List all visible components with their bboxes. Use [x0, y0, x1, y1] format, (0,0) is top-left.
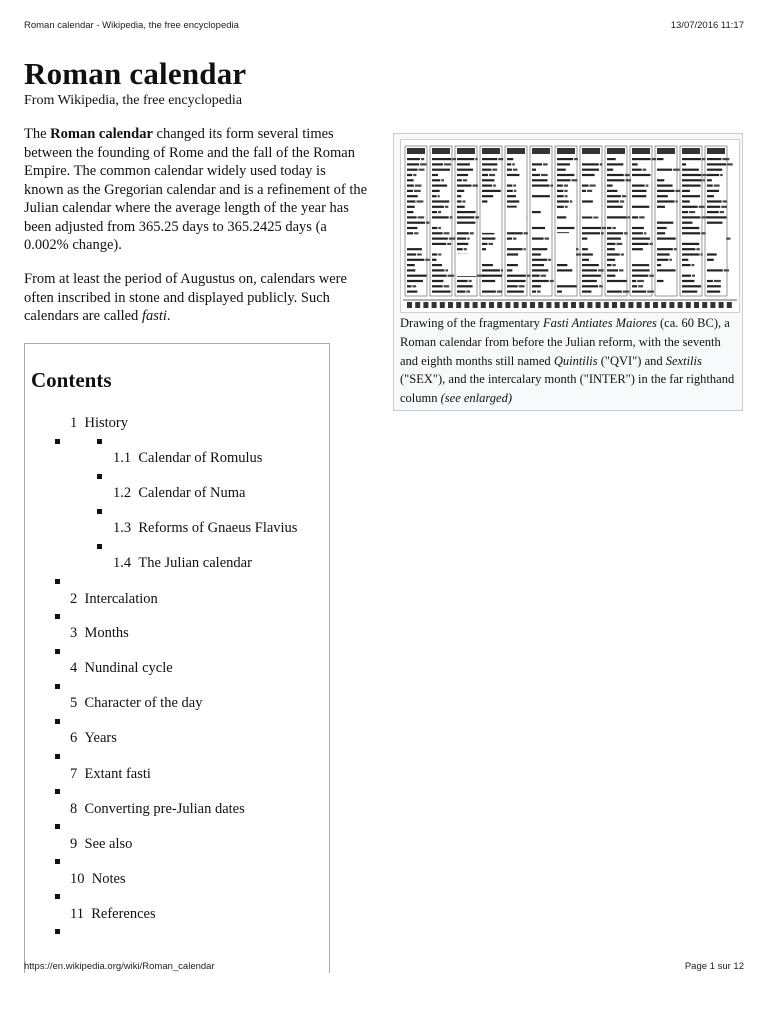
toc-label: Extant fasti: [77, 766, 151, 782]
toc-number: 10: [70, 871, 85, 887]
caption-text-1: Drawing of the fragmentary: [400, 316, 543, 330]
toc-item-6[interactable]: [70, 729, 117, 747]
toc-item-4[interactable]: [70, 659, 173, 677]
intro-rest: changed its form several times between the founding of Rome and the fall of the Roman Empire. The common calendar widely used today is known as the Gregorian calendar and is a refinement of the Julian calendar where the average length of the year has been adjusted from 365.25 days to 365.2425 days (a 0.002% change).: [24, 126, 368, 253]
toc-title: Contents: [31, 368, 112, 392]
toc-number: 7: [70, 766, 78, 782]
list-bullet-icon: [55, 894, 60, 899]
list-bullet-icon: [97, 509, 102, 514]
figure-caption: [400, 314, 738, 408]
toc-item-1-3[interactable]: [113, 519, 297, 537]
toc-number: 1.2: [113, 485, 132, 501]
toc-label: Years: [77, 730, 117, 746]
print-timestamp: 13/07/2016 11:17: [670, 20, 744, 31]
intro-lead: The: [24, 126, 51, 142]
toc-label: History: [77, 415, 128, 431]
toc-number: 1: [70, 415, 78, 431]
list-bullet-icon: [55, 614, 60, 619]
toc-item-1[interactable]: [70, 414, 128, 432]
page-number: Page 1 sur 12: [684, 961, 744, 972]
caption-text-3: ("QVI") and: [597, 353, 666, 368]
intro-paragraph: [24, 125, 368, 255]
list-bullet-icon: [55, 579, 60, 584]
toc-item-5[interactable]: [70, 694, 202, 712]
toc-item-2[interactable]: [70, 590, 158, 608]
toc-label: Reforms of Gnaeus Flavius: [131, 520, 298, 536]
thumbnail-figure: [393, 133, 743, 411]
toc-item-8[interactable]: [70, 800, 245, 818]
toc-item-1-2[interactable]: [113, 484, 245, 502]
toc-number: 1.4: [113, 555, 132, 571]
list-bullet-icon: [55, 929, 60, 934]
toc-item-7[interactable]: [70, 765, 151, 783]
toc-number: 3: [70, 625, 78, 641]
print-footer: [24, 961, 744, 972]
toc-item-10[interactable]: [70, 870, 126, 888]
intro-bold-term: Roman calendar: [50, 126, 153, 142]
fasti-text: From at least the period of Augustus on, calendars were often inscribed in stone and displayed publicly. Such calendars are called: [24, 271, 347, 324]
toc-number: 2: [70, 591, 78, 607]
list-bullet-icon: [97, 544, 102, 549]
caption-italic-fasti: Fasti Antiates Maiores: [543, 316, 657, 330]
toc-label: References: [83, 906, 156, 922]
fasti-drawing-svg: [401, 140, 739, 312]
page-url: https://en.wikipedia.org/wiki/Roman_calendar: [24, 961, 215, 972]
list-bullet-icon: [55, 684, 60, 689]
page-subtitle: From Wikipedia, the free encyclopedia: [24, 93, 243, 108]
caption-text-2: (ca. 60 BC), a Roman calendar from before the Julian reform, with the seventh and eighth months still named: [400, 316, 730, 368]
fasti-term-link[interactable]: fasti: [141, 308, 167, 324]
list-bullet-icon: [55, 439, 60, 444]
toc-label: Months: [77, 625, 129, 641]
list-bullet-icon: [55, 649, 60, 654]
list-bullet-icon: [55, 789, 60, 794]
see-enlarged-link[interactable]: (see enlarged): [440, 391, 513, 406]
toc-item-3[interactable]: [70, 624, 129, 642]
toc-label: Calendar of Romulus: [131, 450, 263, 466]
toc-number: 9: [70, 836, 78, 852]
page-title: Roman calendar: [24, 56, 247, 91]
caption-italic-quintilis: Quintilis: [553, 353, 598, 368]
list-bullet-icon: [55, 859, 60, 864]
toc-label: Converting pre-Julian dates: [77, 801, 245, 817]
fasti-paragraph: [24, 270, 368, 326]
toc-number: 6: [70, 730, 78, 746]
list-bullet-icon: [55, 824, 60, 829]
fasti-end: .: [166, 308, 171, 324]
toc-label: Notes: [84, 871, 126, 887]
list-bullet-icon: [55, 754, 60, 759]
toc-item-1-4[interactable]: [113, 554, 252, 572]
toc-number: 4: [70, 660, 78, 676]
document-title: Roman calendar - Wikipedia, the free encyclopedia: [24, 20, 239, 31]
list-bullet-icon: [97, 439, 102, 444]
toc-label: Nundinal cycle: [77, 660, 173, 676]
toc-label: Intercalation: [77, 591, 158, 607]
toc-item-9[interactable]: [70, 835, 132, 853]
list-bullet-icon: [97, 474, 102, 479]
toc-number: 5: [70, 695, 78, 711]
list-bullet-icon: [55, 719, 60, 724]
toc-number: 1.1: [113, 450, 132, 466]
fasti-drawing-image[interactable]: [400, 139, 740, 313]
toc-item-1-1[interactable]: [113, 449, 262, 467]
table-of-contents: [24, 343, 330, 973]
toc-label: See also: [77, 836, 133, 852]
caption-italic-sextilis: Sextilis: [665, 353, 702, 368]
toc-number: 11: [70, 906, 84, 922]
toc-item-11[interactable]: [70, 905, 156, 923]
toc-label: Calendar of Numa: [131, 485, 246, 501]
toc-number: 8: [70, 801, 78, 817]
toc-label: The Julian calendar: [131, 555, 252, 571]
print-header: [24, 20, 744, 31]
toc-number: 1.3: [113, 520, 132, 536]
caption-text-4: ("SEX"), and the intercalary month ("INTER") in the far righthand column: [400, 372, 735, 406]
toc-label: Character of the day: [77, 695, 203, 711]
